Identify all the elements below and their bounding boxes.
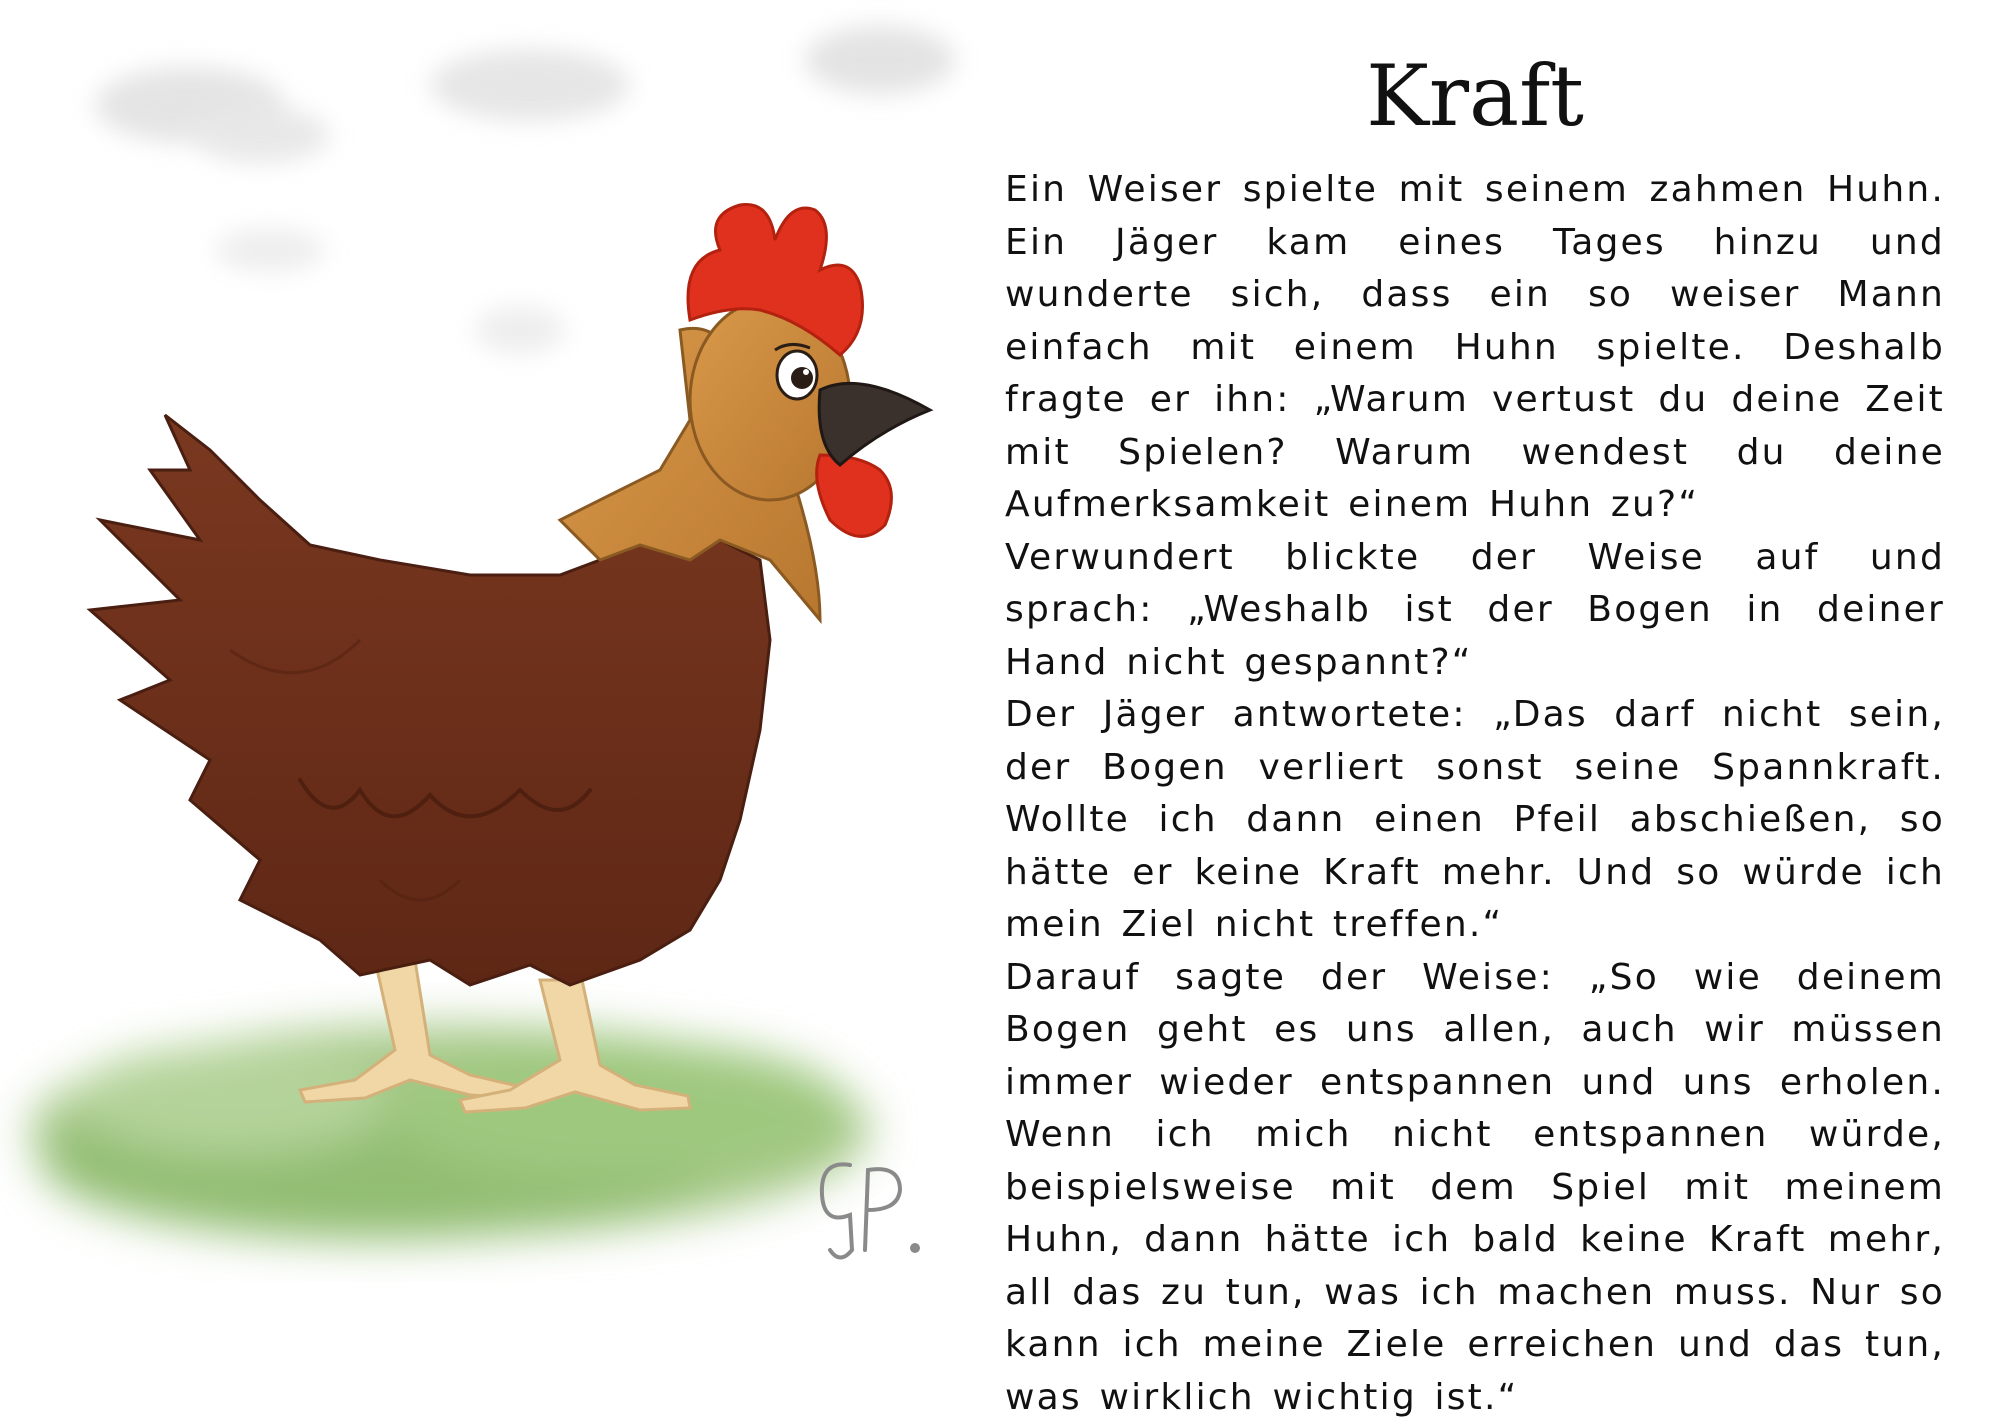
hen-drawing [0, 0, 980, 1414]
hen-illustration [0, 0, 980, 1414]
hen-wattle [817, 455, 892, 536]
story-title: Kraft [1366, 47, 1584, 145]
grass-patch [30, 1025, 870, 1240]
story-paragraph: Ein Weiser spielte mit seinem zahmen Huhn. Ein Jäger kam eines Tages hinzu und wunderte sich, dass ein so weiser Mann einfach mit einem Huhn spielte. Deshalb fragte er ihn: „Warum vertust du deine Zeit mit Spielen? Warum wendest du deine Aufmerksamkeit einem Huhn zu?“ [1005, 169, 1945, 526]
story-paragraph: Der Jäger antwortete: „Das darf nicht sein, der Bogen verliert sonst seine Spannkraft. Wollte ich dann einen Pfeil abschießen, so hätte er keine Kraft mehr. Und so würde ich mein Ziel nicht treffen.“ [1005, 694, 1945, 946]
story-text-column [1005, 47, 1945, 1424]
artist-signature [822, 1164, 918, 1257]
hen-beak [819, 383, 930, 465]
story-paragraph: Darauf sagte der Weise: „So wie deinem Bogen geht es uns allen, auch wir müssen immer wieder entspannen und uns erholen. Wenn ich mich nicht entspannen würde, beispielsweise mit dem Spiel mit meinem Huhn, dann hätte ich bald keine Kraft mehr, all das zu tun, was ich machen muss. Nur so kann ich meine Ziele erreichen und das tun, was wirklich wichtig ist.“ [1005, 956, 1945, 1418]
story-paragraph: Verwundert blickte der Weise auf und sprach: „Weshalb ist der Bogen in deiner Hand nicht gespannt?“ [1005, 536, 1945, 683]
